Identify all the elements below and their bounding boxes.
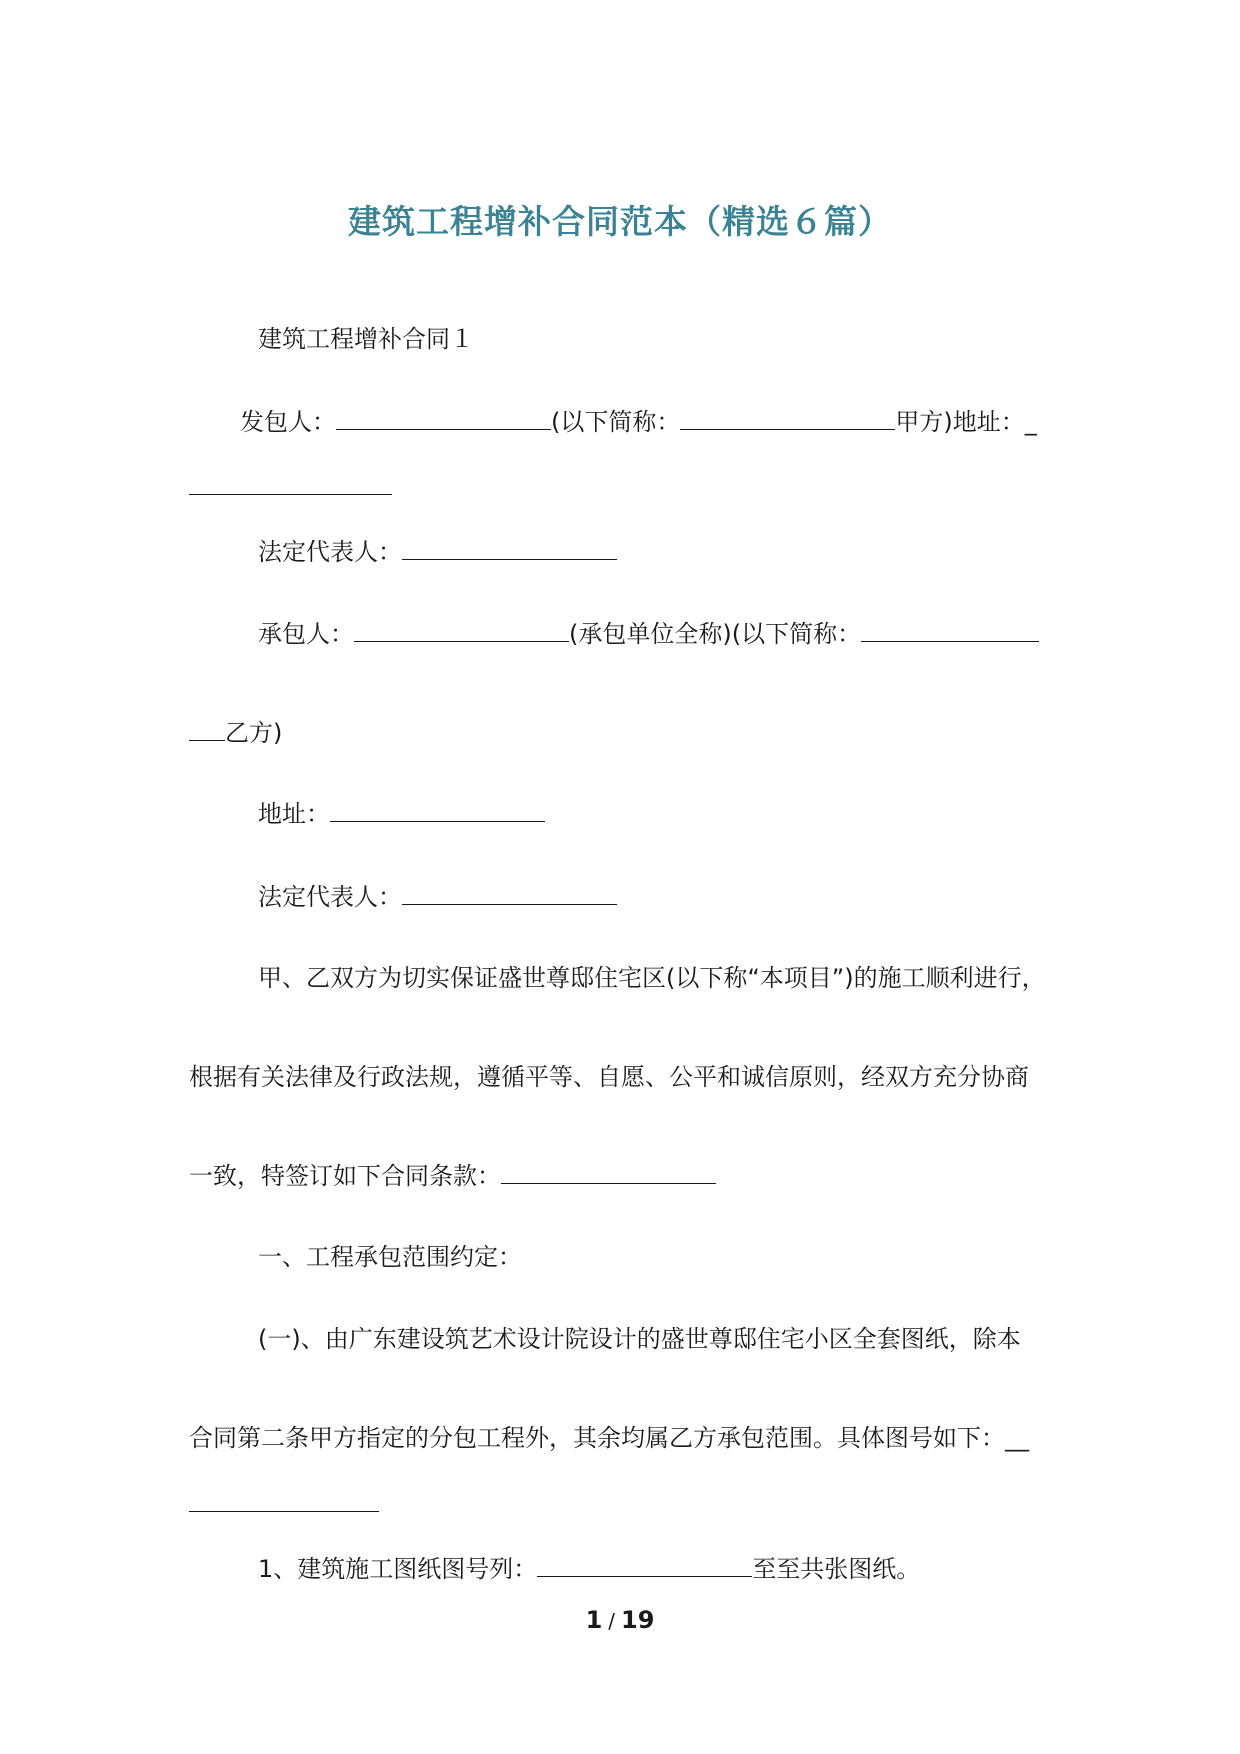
terms-blank bbox=[501, 1159, 716, 1184]
employer-address-line bbox=[189, 470, 392, 503]
employer-blank bbox=[336, 405, 551, 430]
legal-rep-line bbox=[258, 535, 617, 568]
drawing-list-blank bbox=[537, 1552, 752, 1577]
paragraph-line: 甲、乙双方为切实保证盛世尊邸住宅区(以下称“本项目”)的施工顺利进行， bbox=[258, 964, 1046, 992]
legal-rep-line-2 bbox=[258, 880, 617, 913]
legal-rep-label-2: 法定代表人： bbox=[258, 883, 402, 911]
contractor-abbr-suffix: 乙方) bbox=[225, 719, 283, 747]
contractor-abbr-blank-2 bbox=[189, 716, 225, 741]
employer-abbr-suffix: 甲方)地址：_ bbox=[895, 408, 1037, 436]
sub-item-suffix: 至至共张图纸。 bbox=[752, 1555, 921, 1583]
employer-abbr-prefix: (以下简称： bbox=[551, 408, 681, 436]
address-blank bbox=[330, 797, 545, 822]
current-page: 1 bbox=[585, 1606, 603, 1634]
clause-heading: 一、工程承包范围约定： bbox=[258, 1243, 522, 1271]
clause-text-line: (一)、由广东建设筑艺术设计院设计的盛世尊邸住宅小区全套图纸，除本 bbox=[258, 1325, 1021, 1353]
contractor-abbr-blank bbox=[861, 617, 1039, 642]
clause-sub-item bbox=[258, 1552, 920, 1585]
address-line bbox=[258, 797, 545, 830]
contractor-full-name-note: (承包单位全称)(以下简称： bbox=[569, 620, 862, 648]
page-indicator bbox=[0, 1606, 1240, 1634]
legal-rep-blank-2 bbox=[402, 880, 617, 905]
employer-address-blank bbox=[189, 470, 392, 495]
sub-item-prefix: 1、建筑施工图纸图号列： bbox=[258, 1555, 538, 1583]
document-title: 建筑工程增补合同范本（精选６篇） bbox=[348, 202, 892, 241]
drawing-number-blank bbox=[189, 1487, 379, 1512]
contractor-abbr-line bbox=[189, 716, 282, 749]
legal-rep-blank bbox=[402, 535, 617, 560]
employer-line bbox=[240, 405, 1037, 438]
clause-text-line: 合同第二条甲方指定的分包工程外，其余均属乙方承包范围。具体图号如下：__ bbox=[189, 1424, 1029, 1452]
page-separator: / bbox=[608, 1609, 616, 1633]
drawing-number-line bbox=[189, 1487, 379, 1520]
paragraph-line: 根据有关法律及行政法规，遵循平等、自愿、公平和诚信原则，经双方充分协商 bbox=[189, 1063, 1029, 1091]
paragraph-line-with-blank bbox=[189, 1159, 716, 1192]
section-heading: 建筑工程增补合同１ bbox=[258, 325, 474, 353]
paragraph-text: 一致，特签订如下合同条款： bbox=[189, 1162, 501, 1190]
employer-abbr-blank bbox=[680, 405, 895, 430]
legal-rep-label: 法定代表人： bbox=[258, 538, 402, 566]
employer-label: 发包人： bbox=[240, 408, 336, 436]
total-pages: 19 bbox=[621, 1606, 655, 1634]
address-label: 地址： bbox=[258, 800, 330, 828]
contractor-blank bbox=[354, 617, 569, 642]
contractor-line bbox=[258, 617, 1039, 650]
contractor-label: 承包人： bbox=[258, 620, 354, 648]
